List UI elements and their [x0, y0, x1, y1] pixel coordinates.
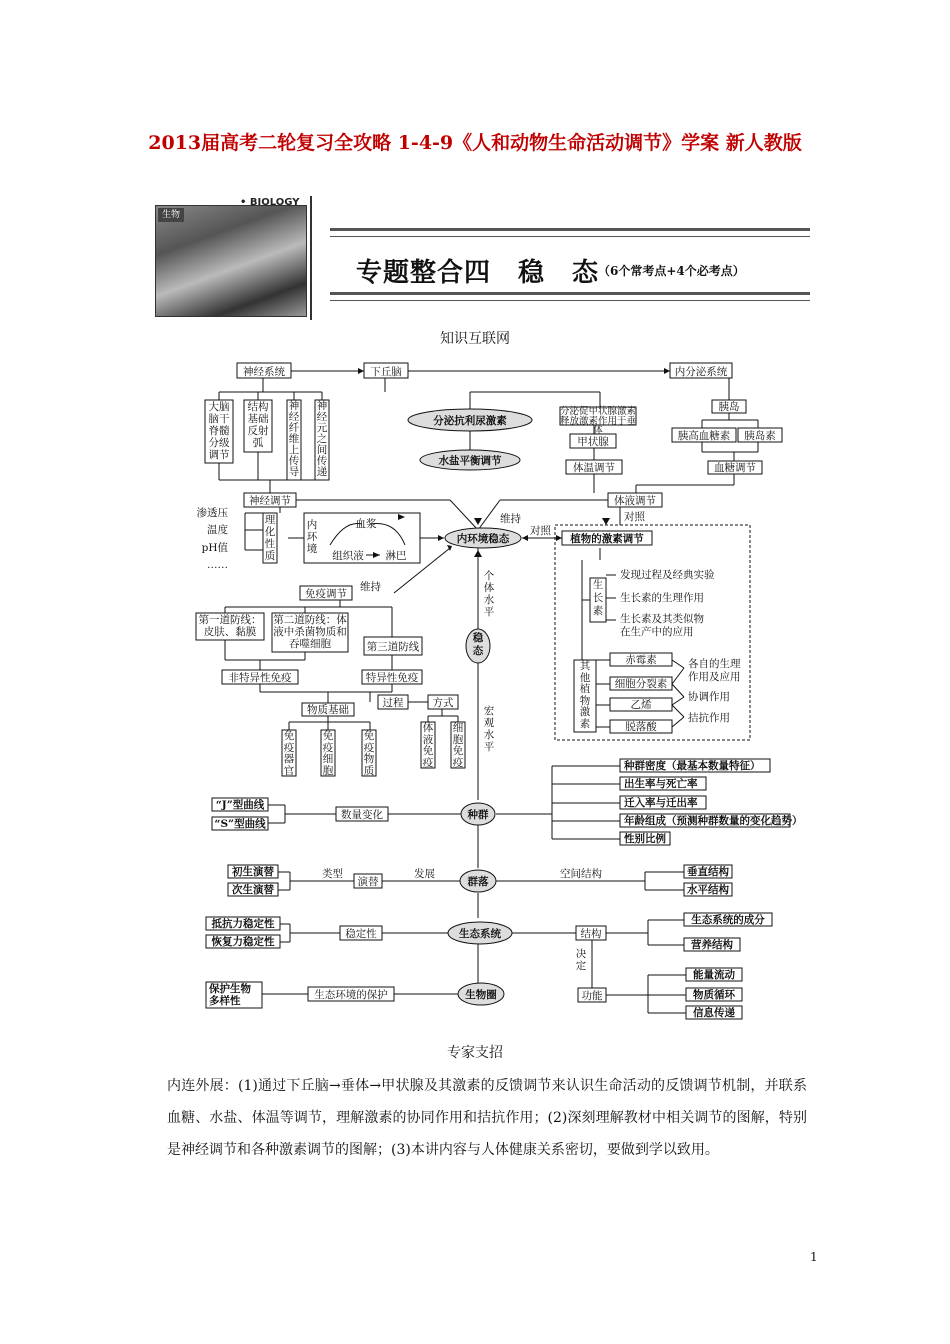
map-resistance-stability: 抵抗力稳定性 [211, 918, 275, 930]
map-process: 过程 [382, 697, 404, 709]
map-primary-succession: 初生演替 [232, 866, 274, 878]
map-components: 生态系统的成分 [691, 914, 765, 926]
map-homeostasis: 稳态 [472, 632, 484, 657]
map-succession: 演替 [357, 876, 379, 888]
map-gibberellin: 赤霉素 [625, 654, 657, 666]
map-water-salt: 水盐平衡调节 [438, 455, 502, 467]
map-function: 功能 [581, 990, 603, 1002]
map-pop-item-4: 年龄组成（预测种群数量的变化趋势） [624, 815, 803, 827]
map-plant-hormone: 植物的激素调节 [570, 533, 644, 545]
map-specific-immunity: 特异性免疫 [365, 672, 419, 684]
map-cytokinin: 细胞分裂素 [614, 678, 668, 690]
map-caption: 知识互联网 [440, 331, 510, 347]
map-number-change: 数量变化 [341, 809, 383, 821]
map-auxin: 生长素 [592, 579, 604, 617]
map-pop-item-1: 种群密度（最基本数量特征） [624, 760, 761, 772]
map-type-label: 类型 [322, 868, 343, 880]
map-internal-env: 内环境 [306, 519, 318, 555]
map-resilience-stability: 恢复力稳定性 [211, 936, 275, 948]
map-osmotic: 渗透压 [196, 507, 228, 519]
map-contrast-label-2: 对照 [624, 511, 645, 523]
map-protect-diversity: 保护生物多样性 [209, 983, 251, 1007]
map-contrast-label: 对照 [530, 525, 551, 537]
map-develop-label: 发展 [414, 868, 435, 880]
map-secondary-succession: 次生演替 [232, 884, 274, 896]
map-second-line: 第二道防线：体液中杀菌物质和吞噬细胞 [273, 614, 347, 650]
map-ethylene: 乙烯 [630, 699, 652, 711]
map-glucagon: 胰高血糖素 [677, 430, 731, 442]
map-matter-cycle: 物质循环 [693, 989, 735, 1001]
map-first-line: 第一道防线：皮肤、黏膜 [198, 614, 262, 638]
map-auxin-item-1: 发现过程及经典实验 [620, 569, 715, 581]
map-trh: 分泌促甲状腺激素释放激素作用于垂体 [560, 406, 637, 436]
map-nerve-sub-synapse: 神经元之间传递 [316, 400, 328, 478]
map-etc: …… [207, 559, 228, 571]
map-adh: 分泌抗利尿激素 [433, 415, 507, 427]
map-immune-reg: 免疫调节 [305, 588, 347, 600]
tips-caption: 专家支招 [447, 1045, 503, 1061]
map-vertical-structure: 垂直结构 [687, 866, 729, 878]
map-j-curve: “J”型曲线 [215, 799, 265, 811]
map-info-transfer: 信息传递 [693, 1007, 735, 1019]
map-effect-1: 各自的生理 [688, 658, 741, 670]
map-auxin-item-2: 生长素的生理作用 [620, 592, 704, 604]
map-energy-flow: 能量流动 [693, 969, 735, 981]
map-s-curve: “S”型曲线 [214, 818, 266, 830]
map-effect-4: 拮抗作用 [688, 712, 730, 724]
map-insulin: 胰岛素 [744, 430, 776, 442]
banner-heading: 专题整合四 稳 态 [356, 258, 600, 288]
map-mode: 方式 [432, 697, 454, 709]
map-maintain-label-2: 维持 [360, 581, 381, 593]
map-temp-reg: 体温调节 [573, 462, 615, 474]
map-decide-label: 决定 [575, 948, 587, 972]
map-islet: 胰岛 [718, 401, 740, 413]
map-homeostasis-inner: 内环境稳态 [456, 533, 510, 545]
map-immune-substances: 免疫物质 [363, 730, 375, 777]
map-trophic-structure: 营养结构 [691, 939, 733, 951]
map-physchem: 理化性质 [264, 514, 276, 562]
map-individual-level: 个体水平 [483, 570, 495, 618]
map-immune-organs: 免疫器官 [283, 730, 295, 777]
map-effect-2: 作用及应用 [688, 671, 741, 683]
map-nonspecific-immunity: 非特异性免疫 [228, 672, 292, 684]
map-thyroid: 甲状腺 [577, 436, 609, 448]
map-protect-environment: 生态环境的保护 [314, 989, 388, 1001]
map-neural-reg: 神经调节 [249, 495, 291, 507]
map-nerve-sub-fiber: 神经纤维上传导 [288, 400, 300, 478]
map-material-basis: 物质基础 [307, 704, 349, 716]
map-auxin-item-3: 生长素及其类似物 [620, 613, 704, 625]
expert-tips-paragraph: 内连外展：(1)通过下丘脑→垂体→甲状腺及其激素的反馈调节来认识生命活动的反馈调节机制，并联系血糖、水盐、体温等调节，理解激素的协同作用和拮抗作用；(2)深刻理解教材中相关调节的图解，特别是神经调节和各种激素调节的图解；(3)本讲内容与人体健康关系密切，要做到学以致用。 [167, 1078, 807, 1158]
map-population: 种群 [467, 809, 489, 821]
map-auxin-item-4: 在生产中的应用 [620, 626, 694, 638]
map-pop-item-3: 迁入率与迁出率 [624, 797, 698, 809]
map-pop-item-2: 出生率与死亡率 [624, 778, 698, 790]
document-title: 2013届高考二轮复习全攻略 1-4-9《人和动物生命活动调节》学案 新人教版 [148, 132, 802, 154]
map-nerve-sub-brain: 大脑脑干脊髓分级调节 [208, 401, 230, 461]
banner-photo-label: 生物 [158, 208, 184, 222]
map-ecosystem: 生态系统 [459, 928, 501, 940]
map-lymph: 淋巴 [385, 550, 407, 562]
map-biosphere: 生物圈 [465, 989, 497, 1001]
map-other-hormones: 其他植物激素 [579, 660, 591, 730]
map-plasma: 血浆 [355, 518, 377, 530]
map-humoral-reg: 体液调节 [614, 495, 656, 507]
map-cellular-immunity: 细胞免疫 [452, 722, 464, 769]
map-immune-cells: 免疫细胞 [322, 730, 334, 777]
map-nerve-system: 神经系统 [243, 366, 285, 378]
map-abscisic-acid: 脱落酸 [625, 721, 657, 733]
map-glucose-reg: 血糖调节 [714, 462, 756, 474]
map-macro-level: 宏观水平 [483, 705, 495, 753]
map-nerve-sub-reflex: 结构基础反射弧 [247, 401, 269, 449]
map-temperature: 温度 [207, 524, 228, 536]
map-third-line: 第三道防线 [366, 641, 420, 653]
map-hypothalamus: 下丘脑 [370, 366, 402, 378]
map-maintain-label: 维持 [500, 513, 521, 525]
map-community: 群落 [467, 876, 489, 888]
map-endocrine-system: 内分泌系统 [674, 366, 728, 378]
map-horizontal-structure: 水平结构 [687, 884, 729, 896]
map-ph: pH值 [201, 542, 228, 554]
map-effect-3: 协调作用 [688, 691, 730, 703]
map-stability: 稳定性 [345, 928, 377, 940]
banner-subheading: （6个常考点+4个必考点） [598, 264, 745, 278]
page-number: 1 [810, 1250, 818, 1264]
map-tissue-fluid: 组织液 [332, 550, 364, 562]
map-humoral-immunity: 体液免疫 [422, 722, 434, 769]
map-spatial-structure: 空间结构 [560, 868, 602, 880]
map-pop-item-5: 性别比例 [624, 833, 666, 845]
map-structure: 结构 [580, 928, 602, 940]
banner-subject: • BIOLOGY [240, 197, 300, 208]
